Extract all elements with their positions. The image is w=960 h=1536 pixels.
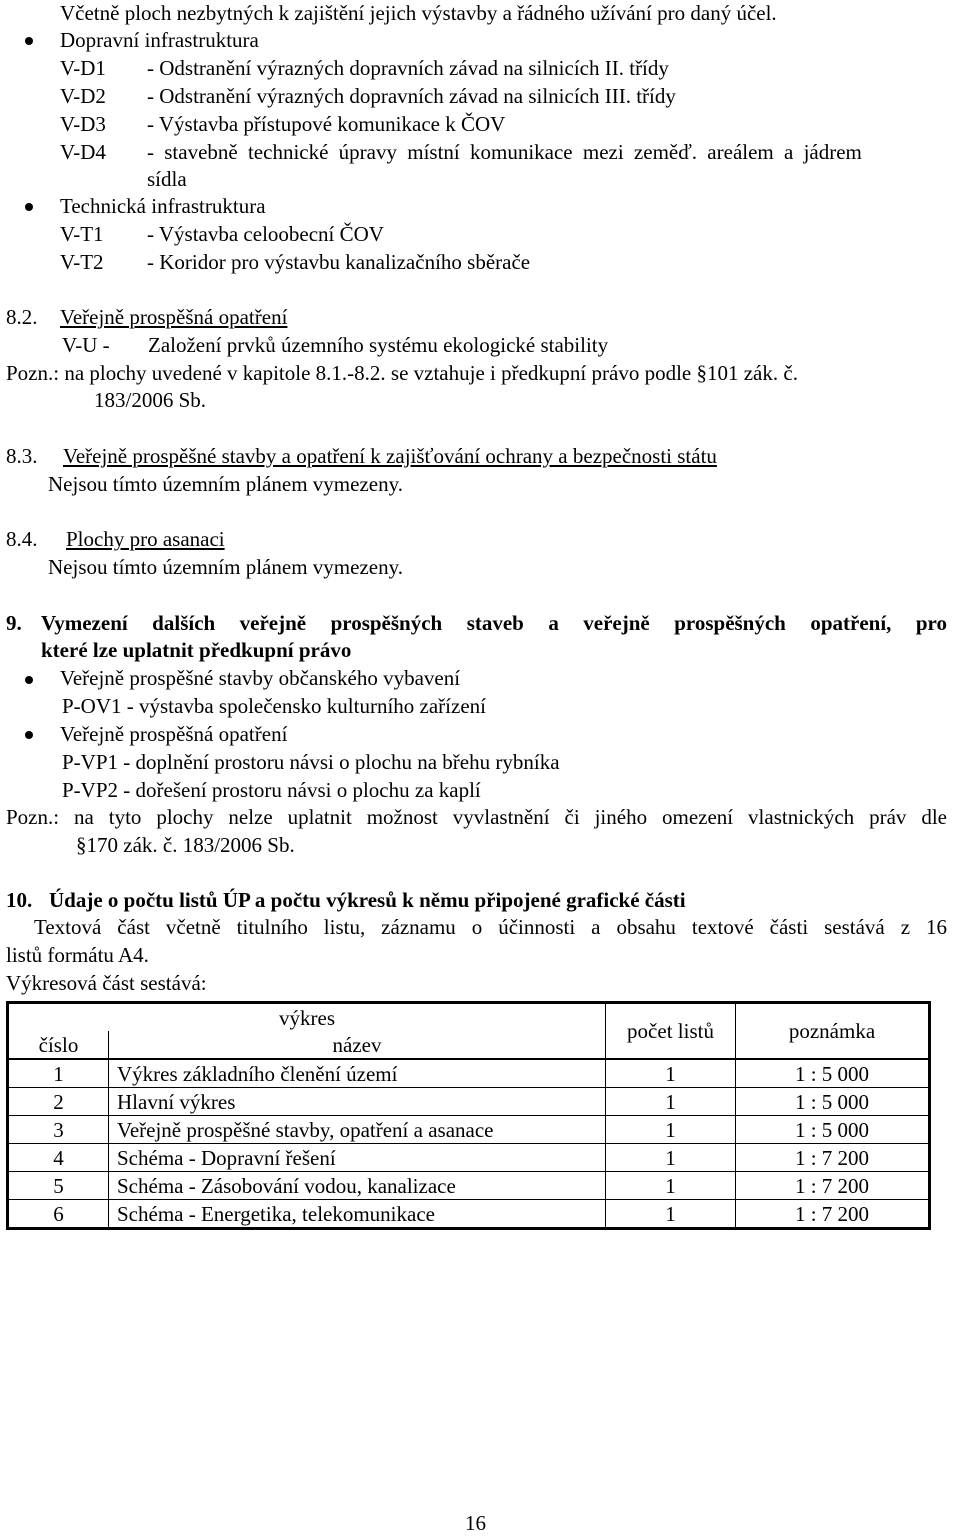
row-number: 1 — [8, 1059, 109, 1088]
s9-title-line2: které lze uplatnit předkupní právo — [41, 638, 352, 662]
row-sheets: 1 — [606, 1059, 736, 1088]
header-number-cell — [8, 1031, 109, 1059]
row-sheets: 1 — [606, 1144, 736, 1172]
row-name: Hlavní výkres — [109, 1088, 606, 1116]
vd3-code: V-D3 — [60, 112, 106, 136]
header-group-cell — [8, 1003, 606, 1032]
vd2-text: - Odstranění výrazných dopravních závad na silnicích III. třídy — [147, 84, 676, 108]
row-sheets: 1 — [606, 1200, 736, 1229]
s83-title: Veřejně prospěšné stavby a opatření k zajišťování ochrany a bezpečnosti státu — [63, 444, 717, 468]
s9-item1: P-OV1 - výstavba společensko kulturního zařízení — [62, 694, 486, 718]
header-note-cell — [736, 1003, 930, 1060]
s9-note: Pozn.: na tyto plochy nelze uplatnit možnost vyvlastnění či jiného omezení vlastnických práv dle — [6, 805, 947, 829]
row-name: Výkres základního členění území — [109, 1059, 606, 1088]
row-note: 1 : 7 200 — [736, 1144, 930, 1172]
bullet-icon — [25, 676, 33, 684]
bullet-icon — [25, 203, 33, 211]
vd2-code: V-D2 — [60, 84, 106, 108]
header-number: číslo — [38, 1032, 79, 1057]
table-row — [8, 1172, 930, 1200]
vt2-code: V-T2 — [60, 250, 104, 274]
vt1-code: V-T1 — [60, 222, 104, 246]
header-sheets: počet listů — [627, 1019, 714, 1043]
row-sheets: 1 — [606, 1116, 736, 1144]
header-name: název — [332, 1032, 382, 1057]
s10-text-line1: Textová část včetně titulního listu, záznamu o účinnosti a obsahu textové části sestává z 16 — [34, 915, 947, 939]
vd1-code: V-D1 — [60, 56, 106, 80]
s9-bullet2: Veřejně prospěšná opatření — [60, 722, 288, 746]
vd4-text: - stavebně technické úpravy místní komunikace mezi zeměď. areálem a jádrem — [147, 140, 862, 164]
row-sheets: 1 — [606, 1172, 736, 1200]
header-sheets-cell — [606, 1003, 736, 1060]
row-number: 2 — [8, 1088, 109, 1116]
row-number: 4 — [8, 1144, 109, 1172]
vd1-text: - Odstranění výrazných dopravních závad na silnicích II. třídy — [147, 56, 669, 80]
s83-text: Nejsou tímto územním plánem vymezeny. — [48, 472, 403, 496]
page-number: 16 — [465, 1511, 486, 1535]
s10-text-line2: listů formátu A4. — [6, 943, 149, 967]
row-note: 1 : 5 000 — [736, 1059, 930, 1088]
s9-title-line1: Vymezení dalších veřejně prospěšných staveb a veřejně prospěšných opatření, pro — [41, 611, 947, 635]
row-name: Schéma - Zásobování vodou, kanalizace — [109, 1172, 606, 1200]
row-number: 6 — [8, 1200, 109, 1229]
s9-bullet1: Veřejně prospěšné stavby občanského vybavení — [60, 666, 461, 690]
row-number: 3 — [8, 1116, 109, 1144]
row-note: 1 : 7 200 — [736, 1200, 930, 1229]
s9-item3: P-VP2 - dořešení prostoru návsi o plochu za kaplí — [62, 778, 481, 802]
s82-title: Veřejně prospěšná opatření — [60, 305, 288, 329]
drawings-table — [6, 1001, 931, 1230]
row-note: 1 : 5 000 — [736, 1088, 930, 1116]
row-sheets: 1 — [606, 1088, 736, 1116]
s82-note-cont: 183/2006 Sb. — [94, 388, 207, 412]
s82-note: Pozn.: na plochy uvedené v kapitole 8.1.-8.2. se vztahuje i předkupní právo podle §101 zák. č. — [6, 361, 798, 385]
transport-heading: Dopravní infrastruktura — [60, 28, 259, 52]
row-name: Schéma - Dopravní řešení — [109, 1144, 606, 1172]
table-row — [8, 1088, 930, 1116]
vd3-text: - Výstavba přístupové komunikace k ČOV — [147, 112, 506, 136]
header-note: poznámka — [788, 1019, 876, 1043]
row-name: Schéma - Energetika, telekomunikace — [109, 1200, 606, 1229]
row-name: Veřejně prospěšné stavby, opatření a asanace — [109, 1116, 606, 1144]
s82-item-code: V-U - — [62, 333, 110, 357]
row-note: 1 : 7 200 — [736, 1172, 930, 1200]
table-header-row — [8, 1003, 930, 1032]
header-name-cell — [109, 1031, 606, 1059]
vt1-text: - Výstavba celoobecní ČOV — [147, 222, 384, 246]
vd4-cont: sídla — [147, 167, 187, 191]
row-note: 1 : 5 000 — [736, 1116, 930, 1144]
table-row — [8, 1200, 930, 1229]
s9-item2: P-VP1 - doplnění prostoru návsi o plochu na břehu rybníka — [62, 750, 560, 774]
s84-text: Nejsou tímto územním plánem vymezeny. — [48, 555, 403, 579]
vd4-code: V-D4 — [60, 140, 106, 164]
intro-line: Včetně ploch nezbytných k zajištění jejich výstavby a řádného užívání pro daný účel. — [60, 1, 777, 25]
s10-title: Údaje o počtu listů ÚP a počtu výkresů k němu připojené grafické části — [49, 888, 686, 912]
bullet-icon — [25, 731, 33, 739]
s83-number: 8.3. — [6, 444, 38, 468]
table-row — [8, 1059, 930, 1088]
row-number: 5 — [8, 1172, 109, 1200]
header-group: výkres — [279, 1005, 335, 1030]
s84-number: 8.4. — [6, 527, 38, 551]
table-row — [8, 1144, 930, 1172]
vt2-text: - Koridor pro výstavbu kanalizačního sběrače — [147, 250, 531, 274]
s9-number: 9. — [6, 611, 22, 635]
s9-note-cont: §170 zák. č. 183/2006 Sb. — [76, 833, 295, 857]
s10-number: 10. — [6, 888, 33, 912]
s10-drawing-intro: Výkresová část sestává: — [6, 971, 207, 995]
table-row — [8, 1116, 930, 1144]
technical-heading: Technická infrastruktura — [60, 194, 266, 218]
bullet-icon — [25, 37, 33, 45]
s84-title: Plochy pro asanaci — [66, 527, 225, 551]
s82-item-text: Založení prvků územního systému ekologické stability — [148, 333, 609, 357]
s82-number: 8.2. — [6, 305, 38, 329]
